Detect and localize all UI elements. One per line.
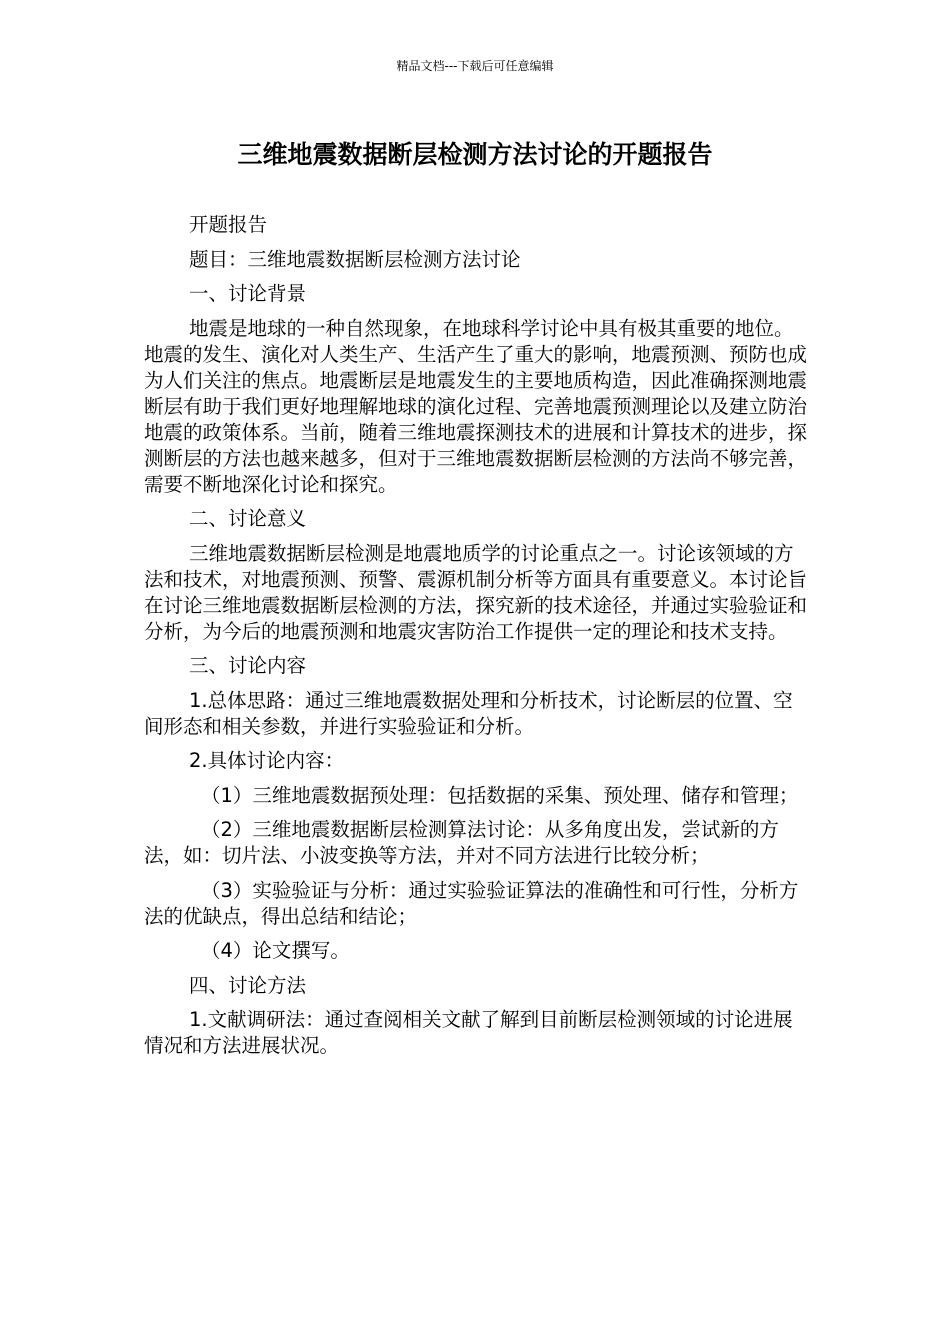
list-item-validation: （3）实验验证与分析：通过实验验证算法的准确性和可行性，分析方法的优缺点，得出总结和结论；: [144, 878, 799, 928]
paragraph-literature-method: 1.文献调研法：通过查阅相关文献了解到目前断层检测领域的讨论进展情况和方法进展状况。: [144, 1008, 793, 1057]
document-title: 三维地震数据断层检测方法讨论的开题报告: [237, 140, 713, 169]
list-item-preprocessing: （1）三维地震数据预处理：包括数据的采集、预处理、储存和管理；: [201, 783, 799, 807]
section-heading-methods: 四、讨论方法: [189, 973, 307, 997]
paragraph-report-label: 开题报告: [189, 213, 268, 236]
section-heading-background: 一、讨论背景: [189, 282, 307, 305]
paragraph-topic: 题目：三维地震数据断层检测方法讨论: [189, 247, 521, 271]
header-note: 精品文档---下载后可任意编辑: [396, 59, 554, 73]
section-heading-significance: 二、讨论意义: [189, 507, 307, 530]
paragraph-specific-content: 2.具体讨论内容：: [189, 749, 345, 772]
list-item-algorithm: （2）三维地震数据断层检测算法讨论：从多角度出发，尝试新的方法，如：切片法、小波变换等方法，并对不同方法进行比较分析；: [144, 818, 779, 867]
paragraph-significance: 三维地震数据断层检测是地震地质学的讨论重点之一。讨论该领域的方法和技术，对地震预测、预警、震源机制分析等方面具有重要意义。本讨论旨在讨论三维地震数据断层检测的方法，探究新的技术途径，并通过实验验证和分析，为今后的地震预测和地震灾害防治工作提供一定的理论和技术支持。: [144, 541, 808, 643]
list-item-writing: （4）论文撰写。: [201, 939, 350, 962]
paragraph-overall-approach: 1.总体思路：通过三维地震数据处理和分析技术，讨论断层的位置、空间形态和相关参数，并进行实验验证和分析。: [144, 688, 793, 738]
document-body: [144, 212, 810, 1068]
section-heading-content: 三、讨论内容: [189, 654, 307, 677]
paragraph-background: 地震是地球的一种自然现象，在地球科学讨论中具有极其重要的地位。地震的发生、演化对人类生产、生活产生了重大的影响，地震预测、预防也成为人们关注的焦点。地震断层是地震发生的主要地质构造，因此准确探测地震断层有助于我们更好地理解地球的演化过程、完善地震预测理论以及建立防治地震的政策体系。当前，随着三维地震探测技术的进展和计算技术的进步，探测断层的方法也越来越多，但对于三维地震数据断层检测的方法尚不够完善，需要不断地深化讨论和探究。: [144, 316, 808, 496]
